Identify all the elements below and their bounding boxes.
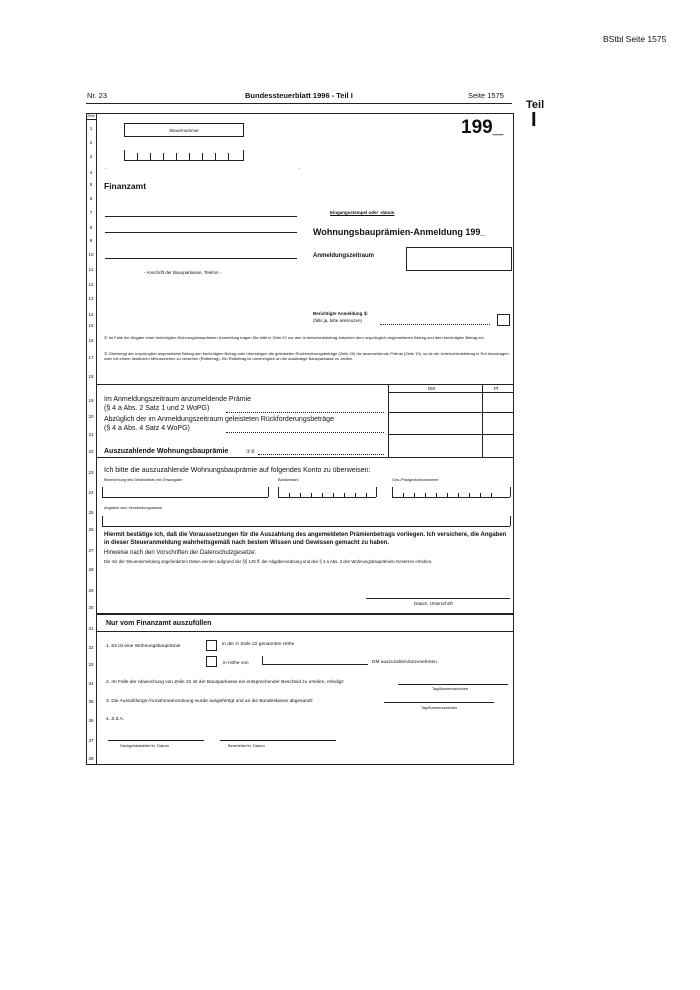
col-dm: DM [428, 386, 435, 391]
row-number: 33 [88, 662, 94, 667]
row-number: 14 [88, 312, 94, 317]
berichtigte-anmeldung-label: Berichtigte Anmeldung ① [313, 311, 368, 316]
row-number: 3 [89, 154, 93, 159]
verwendungszweck-label: Angaben zum Verwendungszweck [104, 506, 163, 510]
blz-label: Bankleitzahl [278, 478, 299, 482]
main-title: Wohnungsbauprämien-Anmeldung 199_ [313, 227, 486, 237]
line-22-dm-input[interactable] [389, 435, 482, 457]
row-number: 12 [88, 282, 94, 287]
line-22-label: Auszuzahlende Wohnungsbauprämie [104, 448, 229, 455]
address-line-2[interactable] [105, 232, 297, 233]
row-number: 34 [88, 681, 94, 686]
row-number: 8 [89, 225, 93, 230]
row-number: 1 [89, 126, 93, 131]
berichtigte-anmeldung-checkbox[interactable] [497, 314, 510, 326]
row-number: 21 [88, 432, 94, 437]
line-20-pf-input[interactable] [483, 413, 513, 434]
header-title: Bundessteuerblatt 1996 - Teil I [245, 91, 353, 100]
footnote-2: ② Übersteigt der ursprünglich angemeldete Betrag den berichtigten Betrag oder übersteigen die geleisteten Rückforderungsbeträge (Zeile 20) die anzumeldende Prämie (Zeile 19), so ist der Unterschiedsbetrag in Rot einzutragen oder mit einem deutlichen Minuszeichen zu versehen (Rotbetrag). Ein Rotbetrag ist unverzüglich an die zuständige Bausparkasse zu zahlen. [104, 351, 509, 361]
office-option-2-suffix: DM auszuzahlen/anzunehmen. [372, 660, 439, 665]
bearbeiter-label: Bearbeiter/in, Datum [228, 743, 265, 748]
finanzamt-label: Finanzamt [104, 181, 147, 191]
office-option-2-label: in Höhe von [223, 661, 249, 666]
anschrift-label: - Anschrift der Bausparkasse, Telefon - [144, 270, 222, 275]
col-pf: Pf [494, 386, 499, 391]
office-item-3-sign-line[interactable] [384, 702, 494, 703]
line-22-note: ①② [246, 449, 255, 455]
office-option-1-label: in der in Zeile 22 genannten Höhe [222, 642, 295, 647]
row-number: 20 [88, 414, 94, 419]
line-20-label: Abzüglich der im Anmeldungszeitraum geleisteten Rückforderungsbeträge [104, 416, 334, 423]
address-line-1[interactable] [105, 216, 297, 217]
row-number: 7 [89, 210, 93, 215]
line-20-dm-input[interactable] [389, 413, 482, 434]
row-number: 27 [88, 548, 94, 553]
office-item-2-sig: Tag/Namenszeichen [432, 686, 469, 691]
office-option-1-checkbox[interactable] [206, 640, 217, 651]
row-number: 2 [89, 140, 93, 145]
row-number: 38 [88, 756, 94, 761]
row-number: 35 [88, 699, 94, 704]
row-number: 25 [88, 510, 94, 515]
line-19-pf-input[interactable] [483, 393, 513, 412]
row-number: 37 [88, 738, 94, 743]
page-label: BStbl Seite 1575 [603, 34, 667, 44]
line-19-label: Im Anmeldungszeitraum anzumeldende Prämie [104, 396, 252, 403]
row-number-column-rule [96, 113, 97, 765]
row-number: 22 [88, 449, 94, 454]
eingangsstempel-label: Eingangsstempel oder -datum [330, 210, 395, 215]
anmeldungszeitraum-input[interactable] [406, 247, 512, 271]
row-number: 4 [89, 170, 93, 175]
row-number: 11 [88, 267, 94, 272]
office-item-2-sign-line[interactable] [398, 684, 508, 685]
row-number: 31 [88, 626, 94, 631]
konto-text: Ich bitte die auszuzahlende Wohnungsbauprämie auf folgendes Konto zu überweisen: [104, 467, 371, 474]
row-number: 5 [89, 182, 93, 187]
row-number: 28 [88, 567, 94, 572]
steuernummer-label-box [124, 123, 244, 137]
row-number: 6 [89, 196, 93, 201]
kreditinstitut-label: Bezeichnung des Geldinstituts mit Ortsangabe [104, 478, 183, 482]
steuernummer-baseline [124, 160, 244, 161]
datenschutz-title: Hinweise nach den Vorschriften der Datenschutzgesetze: [104, 550, 257, 556]
row-number: 9 [89, 238, 93, 243]
row-number: 19 [88, 398, 94, 403]
row-number: 32 [88, 645, 94, 650]
row-number: 15 [88, 323, 94, 328]
berichtigte-anmeldung-sub: (falls ja, bitte ankreuzen) [313, 318, 363, 323]
datenschutz-text: Die mit der Steueranmeldung angeforderten Daten werden aufgrund der §§ 149 ff. der Abgabenordnung und des § 4 a Abs. 2 des Wohnungsbauprämien-Gesetzes erhoben. [104, 559, 433, 564]
signature-line[interactable] [366, 598, 510, 599]
row-number: 10 [88, 252, 94, 257]
row-number: 23 [88, 470, 94, 475]
footnote-1: ① Im Falle der Abgabe einer berichtigten Wohnungsbauprämien-Anmeldung tragen Sie bitte in Zeile 22 nur den Unterschiedsbetrag zwischen dem ursprünglich angemeldeten Betrag und dem berichtigten Betrag ein. [104, 335, 485, 340]
row-number: 29 [88, 588, 94, 593]
row-number: 18 [88, 374, 94, 379]
kontonummer-label: Giro-/Postgirokontonummer [392, 478, 439, 482]
row-number: 30 [88, 605, 94, 610]
header-page: Seite 1575 [468, 91, 504, 100]
row-number: 36 [88, 718, 94, 723]
office-option-2-checkbox[interactable] [206, 656, 217, 667]
row-number-header-rule [86, 119, 96, 120]
address-line-3[interactable] [105, 258, 297, 259]
bearbeiter-sign-line[interactable] [220, 740, 336, 741]
bestaetigung-text: Hiermit bestätige ich, daß die Voraussetzungen für die Auszahlung des angemeldeten Prämienbetrags vorliegen. Ich versichere, die Angaben in dieser Steueranmeldung wahrheitsgemäß nach bestem Wissen und Gewissen gemacht zu haben. [104, 532, 507, 546]
header-rule [86, 103, 512, 104]
office-item-3: 3. Die Auszahlungs-/Annahmeanordnung wurde ausgefertigt und an die Bundeskasse abgesandt: [106, 699, 314, 704]
teil-numeral: I [531, 109, 537, 131]
datum-unterschrift-label: Datum, Unterschrift [414, 601, 453, 606]
office-item-1: 1. Es ist eine Wohnungsbauprämie [106, 644, 181, 649]
row-number: 16 [88, 338, 94, 343]
row-number: 26 [88, 527, 94, 532]
line-22-pf-input[interactable] [483, 435, 513, 457]
anmeldungszeitraum-label: Anmeldungszeitraum [313, 253, 375, 259]
sachgebietsleiter-sign-line[interactable] [108, 740, 204, 741]
row-number: 24 [88, 490, 94, 495]
line-20-sub: (§ 4 a Abs. 4 Satz 4 WoPG) [104, 425, 190, 432]
form-year: 199_ [461, 117, 504, 138]
teil-label: Teil [526, 99, 545, 111]
row-number: 13 [88, 296, 94, 301]
office-item-2: 2. Im Falle der Abweichung von Zeile 22 ist der Bausparkasse ein entsprechender Bescheid zu erteilen, erledigt: [106, 680, 345, 685]
office-item-4: 4. Z.d.A. [106, 717, 125, 722]
row-number: 17 [88, 355, 94, 360]
line-19-sub: (§ 4 a Abs. 2 Satz 1 und 2 WoPG) [104, 405, 210, 412]
issue-number: Nr. 23 [87, 91, 108, 100]
row-number: Zeile [87, 114, 95, 118]
sachgebietsleiter-label: Sachgebietsleiter/in, Datum [120, 743, 169, 748]
steuernummer-label: Steuernummer [169, 128, 199, 133]
line-19-dm-input[interactable] [389, 393, 482, 412]
office-item-3-sig: Tag/Namenszeichen [421, 705, 458, 710]
office-section-title: Nur vom Finanzamt auszufüllen [106, 620, 212, 627]
